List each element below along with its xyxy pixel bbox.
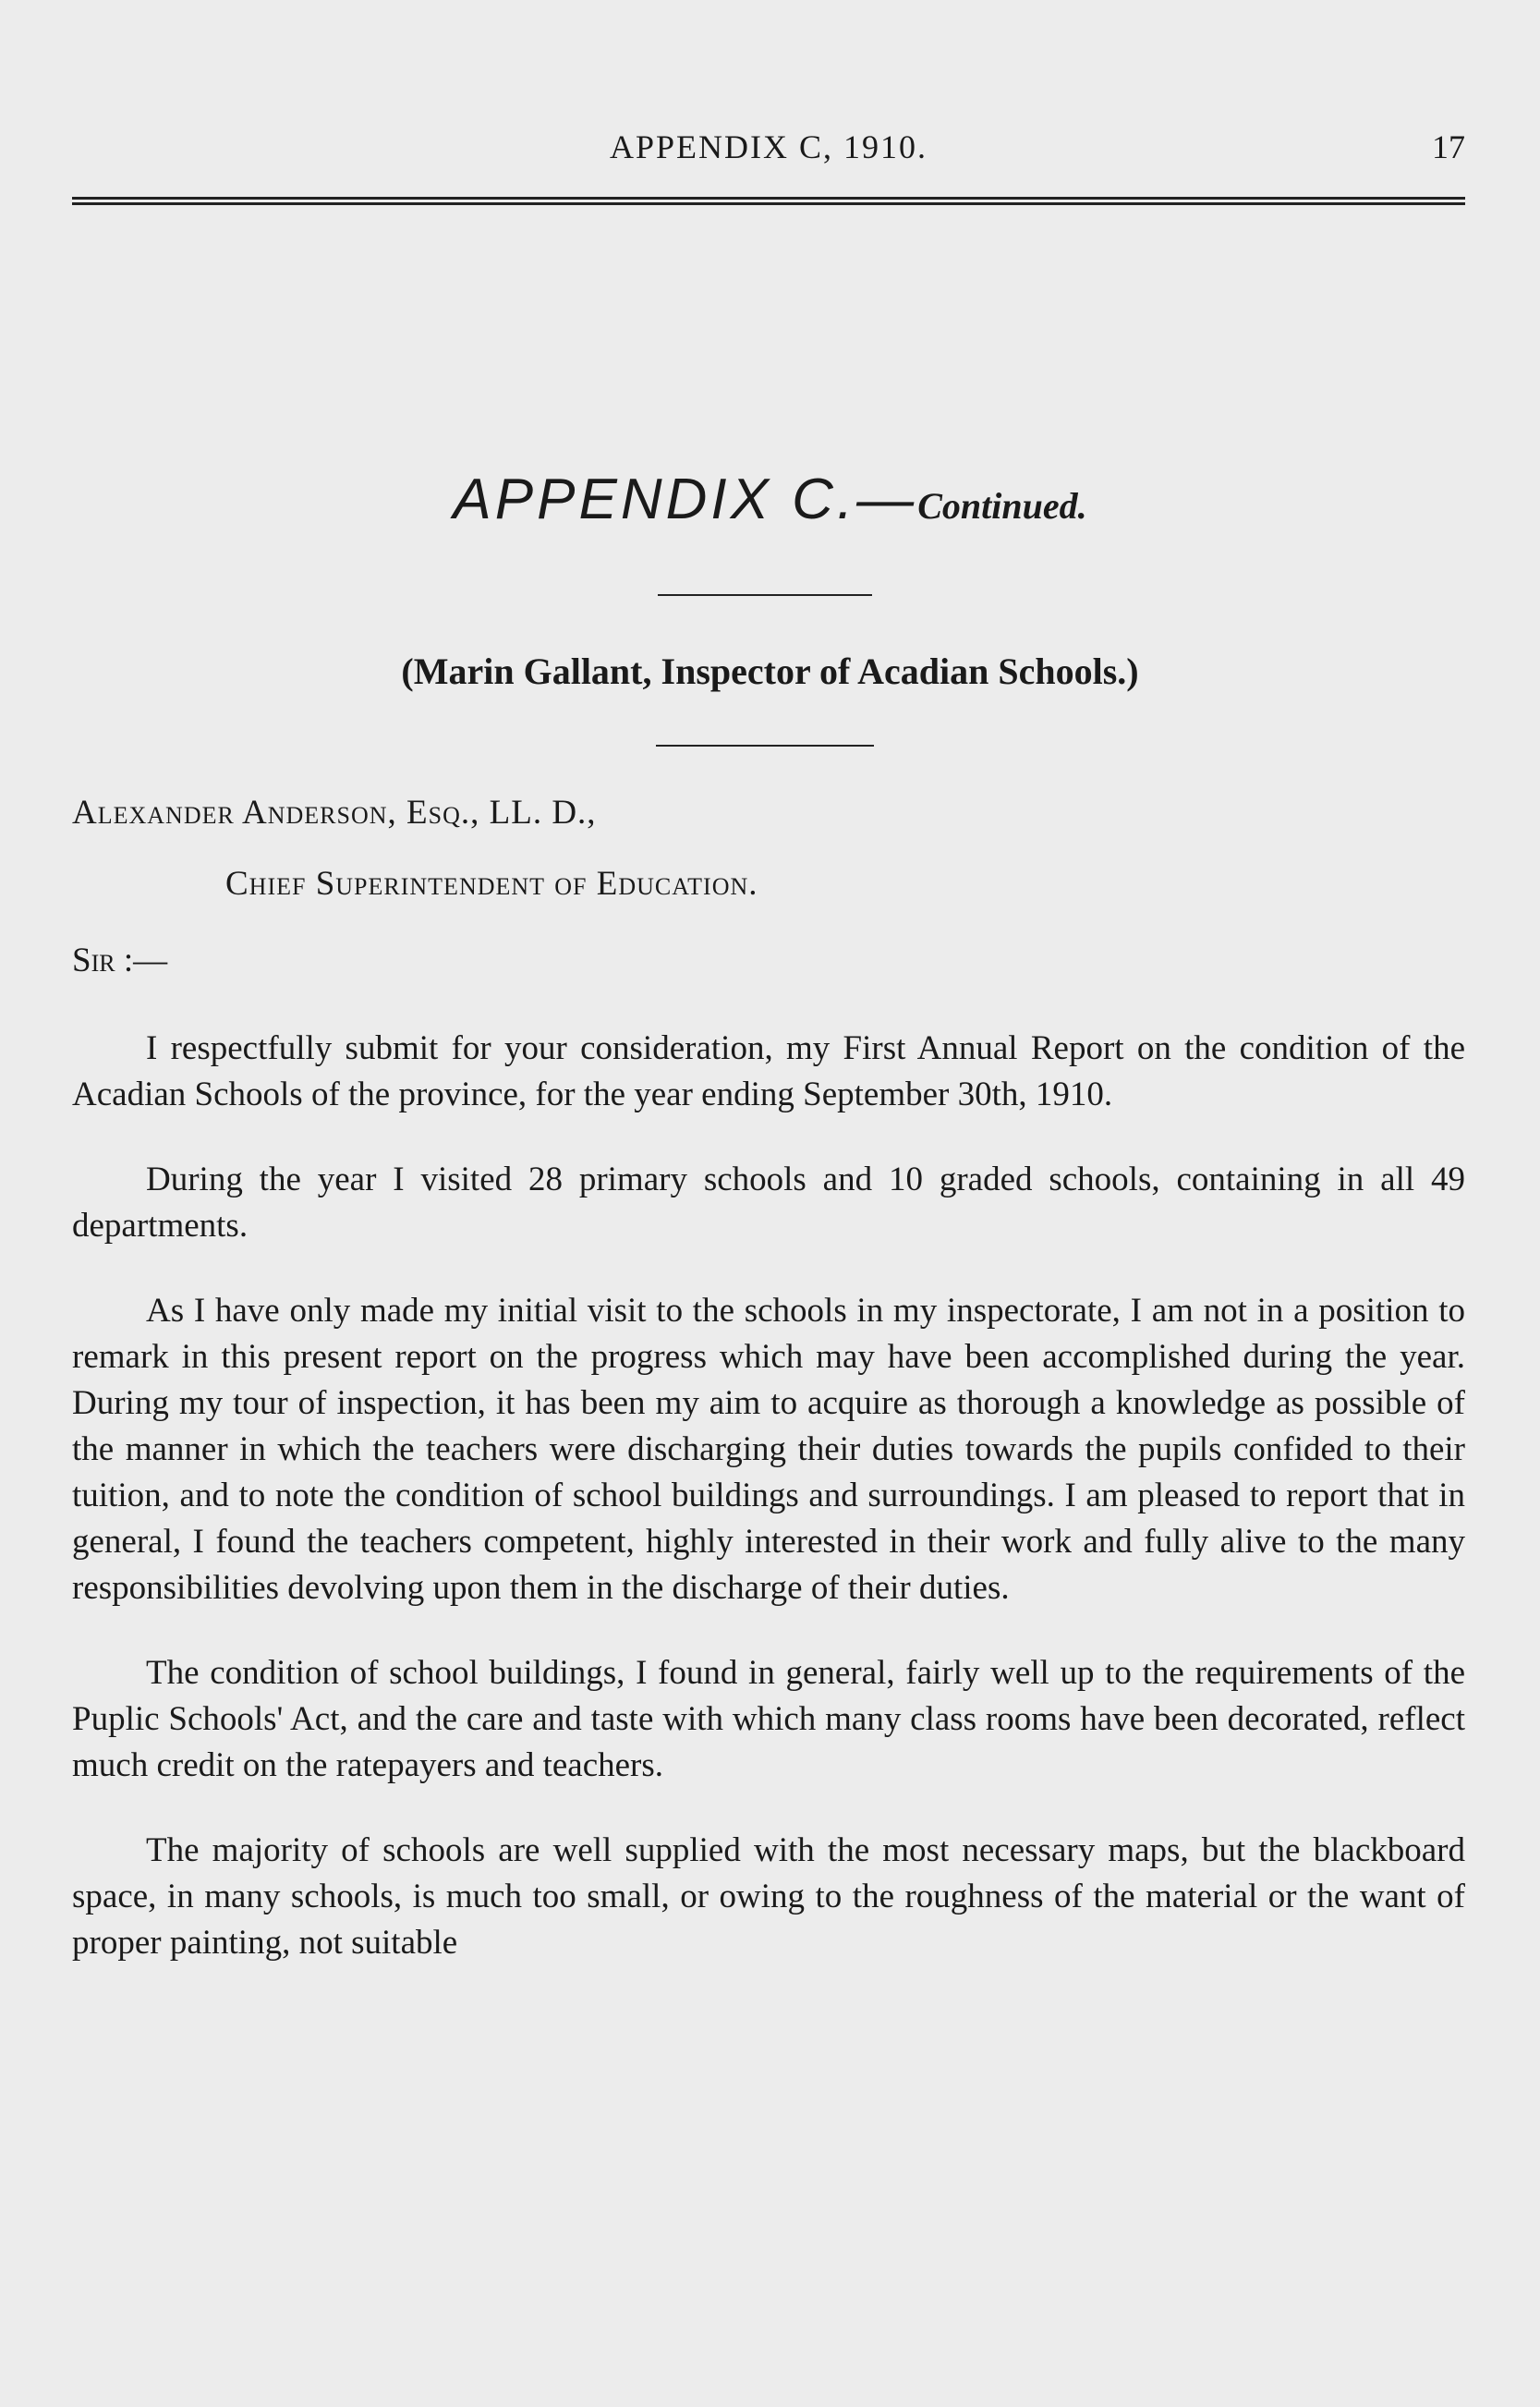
appendix-title: [0, 467, 1540, 532]
body-text: [72, 1026, 1465, 2005]
paragraph: The condition of school buildings, I found in general, fairly well up to the requirements of the Puplic Schools' Act, and the care and taste with which many class rooms have been decorated, reflect much credit on the ratepayers and teachers.: [72, 1654, 1465, 1784]
running-title: APPENDIX C, 1910.: [609, 128, 928, 165]
salutation: Sir :—: [72, 942, 168, 979]
page-number: 17: [1432, 128, 1465, 165]
byline: (Marin Gallant, Inspector of Acadian Schools.): [401, 650, 1139, 692]
paragraph: I respectfully submit for your consideration, my First Annual Report on the condition of the Acadian Schools of the province, for the year ending September 30th, 1910.: [72, 1029, 1465, 1113]
running-head: [72, 128, 1465, 183]
appendix-title-main: APPENDIX C.—: [453, 468, 918, 531]
short-rule-upper: [658, 594, 872, 596]
paragraph: As I have only made my initial visit to the schools in my inspectorate, I am not in a position to remark in this present report on the progress which may have been accomplished during the year. During my tour of inspection, it has been my aim to acquire as thorough a knowledge as possible of the manner in which the teachers were discharging their duties towards the pupils confided to their tuition, and to note the condition of school buildings and surroundings. I am pleased to report that in general, I found the teachers competent, highly interested in their work and fully alive to the many responsibilities devolving upon them in the discharge of their duties.: [72, 1292, 1465, 1607]
paragraph: During the year I visited 28 primary schools and 10 graded schools, containing in all 49 departments.: [72, 1161, 1465, 1245]
addressee-title: Chief Superintendent of Education.: [225, 865, 758, 903]
paragraph: The majority of schools are well supplied with the most necessary maps, but the blackboard space, in many schools, is much too small, or owing to the roughness of the material or the want of proper painting, not suitable: [72, 1831, 1465, 1962]
short-rule-lower: [656, 745, 874, 747]
addressee: Alexander Anderson, Esq., LL. D.,: [72, 794, 597, 832]
appendix-title-continued: Continued.: [917, 485, 1087, 527]
header-double-rule: [72, 197, 1465, 205]
